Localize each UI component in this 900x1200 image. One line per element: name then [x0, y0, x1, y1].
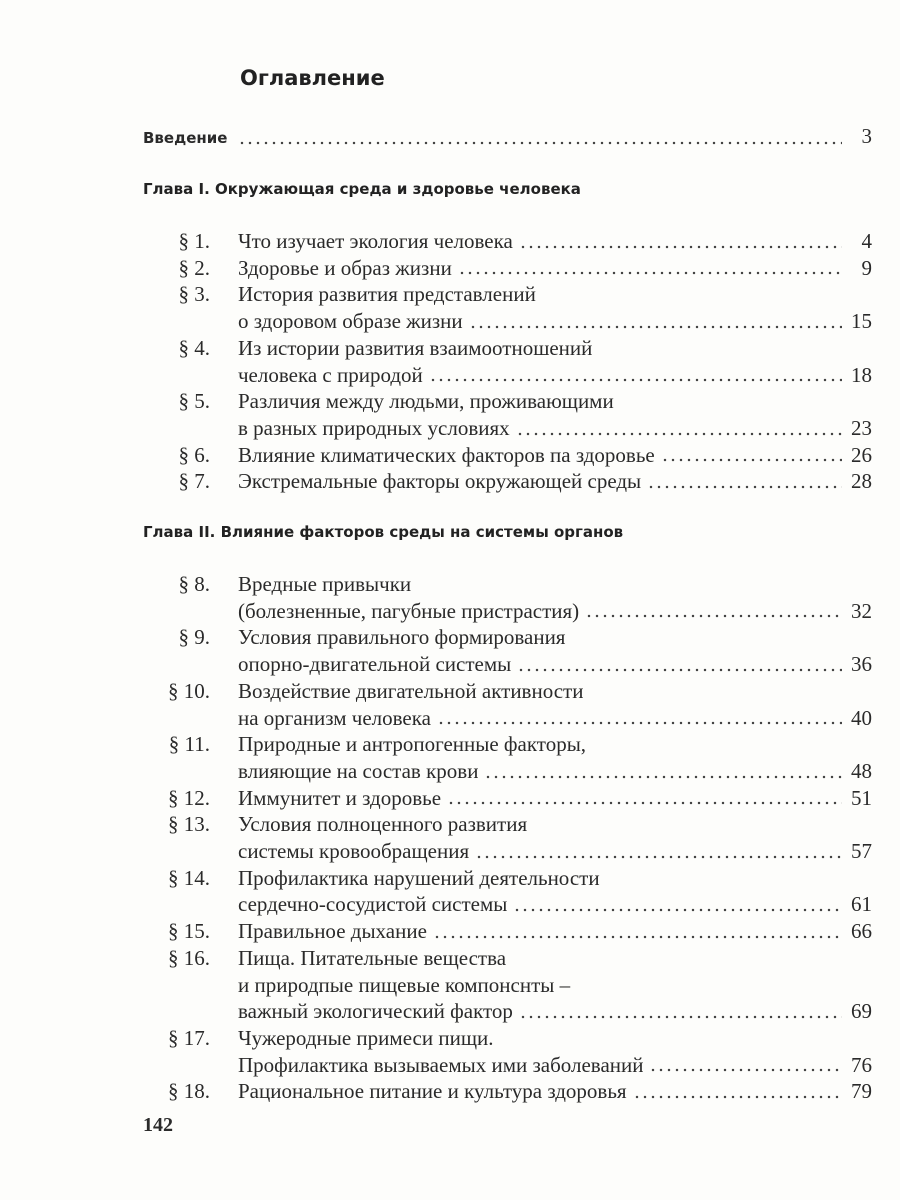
- entry-title: [238, 281, 872, 334]
- dot-leader: [238, 141, 842, 145]
- entry-page-number: 40: [851, 705, 872, 730]
- section-number: § 7.: [178, 469, 210, 494]
- entry-title-line: опорно-двигательной системы: [238, 652, 512, 677]
- section-number: § 3.: [178, 282, 210, 307]
- entry-line: [238, 1052, 872, 1079]
- entry-line: [238, 1025, 872, 1052]
- entry-title: [238, 388, 872, 441]
- entry-line: [238, 998, 872, 1025]
- section-number: § 17.: [168, 1025, 210, 1050]
- toc-entry[interactable]: [150, 281, 872, 334]
- entry-page-number: 32: [851, 598, 872, 623]
- entry-title: [238, 255, 872, 282]
- entry-title-line: Здоровье и образ жизни: [238, 255, 452, 280]
- section-number: § 8.: [178, 572, 210, 596]
- entry-page-number: 4: [861, 229, 872, 253]
- entry-title: [238, 945, 872, 1025]
- dot-leader: [516, 432, 842, 436]
- entry-line: [238, 442, 872, 469]
- section-number: § 13.: [168, 812, 210, 837]
- toc-entry[interactable]: [150, 624, 872, 677]
- dot-leader: [437, 721, 842, 725]
- entry-line: [238, 571, 872, 598]
- dot-leader: [649, 1068, 842, 1072]
- entry-title: [238, 785, 872, 812]
- entry-title-line: сердечно-сосудистой системы: [238, 892, 508, 917]
- entry-title: [238, 1078, 872, 1105]
- entry-line: [238, 255, 872, 282]
- entry-title: [238, 624, 872, 677]
- toc-entry[interactable]: [150, 571, 872, 624]
- entry-line: [238, 228, 872, 255]
- entry-page-number: 15: [851, 309, 872, 334]
- toc-entry[interactable]: [150, 335, 872, 388]
- entry-page-number: 79: [851, 1079, 872, 1104]
- dot-leader: [647, 485, 842, 489]
- entry-title-line: Иммунитет и здоровье: [238, 785, 442, 810]
- entry-title-line: в разных природных условиях: [238, 415, 510, 440]
- toc-entry[interactable]: [150, 442, 872, 469]
- section-number: § 5.: [178, 389, 210, 414]
- toc-intro-entry[interactable]: [143, 124, 872, 149]
- chapter-1-entries: [150, 228, 872, 495]
- toc-entry[interactable]: [150, 468, 872, 495]
- toc-entry[interactable]: [150, 865, 872, 918]
- entry-line: [238, 624, 872, 651]
- toc-entry[interactable]: [150, 945, 872, 1025]
- entry-title-line: Что изучает экология человека: [238, 229, 513, 253]
- entry-title-line: Воздействие двигательной активности: [238, 678, 584, 703]
- entry-page-number: 26: [851, 442, 872, 467]
- entry-title-line: Экстремальные факторы окружающей среды: [238, 469, 642, 494]
- intro-label: Введение: [143, 129, 228, 147]
- entry-page-number: 9: [861, 255, 872, 280]
- entry-title-line: влияющие на состав крови: [238, 758, 479, 783]
- entry-line: [238, 1078, 872, 1105]
- toc-entry[interactable]: [150, 731, 872, 784]
- entry-title: [238, 228, 872, 255]
- section-number: § 12.: [168, 785, 210, 810]
- entry-title-line: на организм человека: [238, 705, 431, 730]
- toc-entry[interactable]: [150, 678, 872, 731]
- toc-entry[interactable]: [150, 811, 872, 864]
- entry-line: [238, 731, 872, 758]
- section-number: § 10.: [168, 678, 210, 703]
- entry-line: [238, 415, 872, 442]
- entry-title: [238, 678, 872, 731]
- dot-leader: [429, 378, 842, 382]
- chapter-2-heading: Глава II. Влияние факторов среды на системы органов: [143, 523, 624, 541]
- dot-leader: [447, 801, 842, 805]
- section-number: § 14.: [168, 865, 210, 890]
- section-number: § 6.: [178, 442, 210, 467]
- dot-leader: [475, 855, 842, 859]
- entry-title-line: Условия правильного формирования: [238, 625, 566, 650]
- entry-title-line: о здоровом образе жизни: [238, 309, 463, 334]
- page-number: 142: [143, 1114, 173, 1136]
- dot-leader: [484, 775, 842, 779]
- entry-line: [238, 651, 872, 678]
- entry-line: [238, 758, 872, 785]
- entry-line: [238, 281, 872, 308]
- toc-entry[interactable]: [150, 918, 872, 945]
- chapter-2-entries: [150, 571, 872, 1105]
- entry-line: [238, 678, 872, 705]
- entry-title-line: (болезненные, пагубные пристрастия): [238, 598, 580, 623]
- entry-line: [238, 335, 872, 362]
- dot-leader: [519, 1015, 842, 1019]
- toc-entry[interactable]: [150, 228, 872, 255]
- entry-title-line: Влияние климатических факторов па здоровье: [238, 442, 655, 467]
- entry-line: [238, 308, 872, 335]
- entry-line: [238, 362, 872, 389]
- dot-leader: [585, 614, 842, 618]
- chapter-1-heading: Глава I. Окружающая среда и здоровье человека: [143, 180, 581, 198]
- dot-leader: [433, 935, 842, 939]
- entry-title: [238, 335, 872, 388]
- section-number: § 11.: [168, 732, 210, 757]
- entry-title-line: Природные и антропогенные факторы,: [238, 732, 587, 757]
- toc-entry[interactable]: [150, 255, 872, 282]
- entry-line: [238, 811, 872, 838]
- section-number: § 2.: [178, 255, 210, 280]
- entry-line: [238, 891, 872, 918]
- section-number: § 4.: [178, 335, 210, 360]
- entry-title-line: системы кровообращения: [238, 839, 470, 864]
- entry-title-line: Из истории развития взаимоотношений: [238, 335, 593, 360]
- entry-line: [238, 598, 872, 625]
- intro-page: 3: [861, 124, 872, 148]
- entry-title-line: Чужеродные примеси пищи.: [238, 1025, 494, 1050]
- entry-line: [238, 945, 872, 972]
- dot-leader: [519, 245, 842, 249]
- entry-title-line: Профилактика вызываемых ими заболеваний: [238, 1052, 644, 1077]
- entry-page-number: 18: [851, 362, 872, 387]
- dot-leader: [661, 458, 842, 462]
- section-number: § 16.: [168, 945, 210, 970]
- entry-title-line: Рациональное питание и культура здоровья: [238, 1079, 627, 1104]
- entry-title-line: Вредные привычки: [238, 572, 412, 596]
- entry-title-line: важный экологический фактор: [238, 999, 513, 1024]
- section-number: § 18.: [168, 1079, 210, 1104]
- entry-page-number: 61: [851, 892, 872, 917]
- entry-page-number: 66: [851, 919, 872, 944]
- toc-entry[interactable]: [150, 1078, 872, 1105]
- entry-title: [238, 571, 872, 624]
- entry-page-number: 51: [851, 785, 872, 810]
- entry-title: [238, 468, 872, 495]
- entry-page-number: 57: [851, 839, 872, 864]
- entry-title: [238, 1025, 872, 1078]
- entry-title-line: и природпые пищевые компонснты –: [238, 972, 571, 997]
- entry-page-number: 23: [851, 415, 872, 440]
- entry-line: [238, 388, 872, 415]
- page-title: Оглавление: [240, 66, 385, 90]
- entry-title: [238, 918, 872, 945]
- entry-page-number: 36: [851, 652, 872, 677]
- entry-title-line: Различия между людьми, проживающими: [238, 389, 614, 414]
- entry-title: [238, 442, 872, 469]
- entry-title: [238, 865, 872, 918]
- entry-page-number: 69: [851, 999, 872, 1024]
- entry-title-line: Профилактика нарушений деятельности: [238, 865, 600, 890]
- entry-line: [238, 785, 872, 812]
- section-number: § 15.: [168, 919, 210, 944]
- entry-line: [238, 972, 872, 999]
- entry-page-number: 76: [851, 1052, 872, 1077]
- dot-leader: [458, 271, 842, 275]
- section-number: § 9.: [178, 625, 210, 650]
- toc-entry[interactable]: [150, 388, 872, 441]
- toc-entry[interactable]: [150, 785, 872, 812]
- entry-title-line: Пища. Питательные вещества: [238, 945, 507, 970]
- entry-page-number: 28: [851, 469, 872, 494]
- section-number: § 1.: [178, 229, 210, 253]
- dot-leader: [633, 1095, 842, 1099]
- entry-title-line: Условия полноценного развития: [238, 812, 528, 837]
- entry-title-line: Правильное дыхание: [238, 919, 427, 944]
- dot-leader: [469, 325, 842, 329]
- entry-page-number: 48: [851, 758, 872, 783]
- entry-title: [238, 811, 872, 864]
- entry-line: [238, 865, 872, 892]
- entry-line: [238, 838, 872, 865]
- entry-title-line: История развития представлений: [238, 282, 536, 307]
- dot-leader: [517, 668, 842, 672]
- entry-title-line: человека с природой: [238, 362, 423, 387]
- entry-line: [238, 918, 872, 945]
- entry-line: [238, 468, 872, 495]
- entry-title: [238, 731, 872, 784]
- entry-line: [238, 705, 872, 732]
- toc-entry[interactable]: [150, 1025, 872, 1078]
- dot-leader: [513, 908, 842, 912]
